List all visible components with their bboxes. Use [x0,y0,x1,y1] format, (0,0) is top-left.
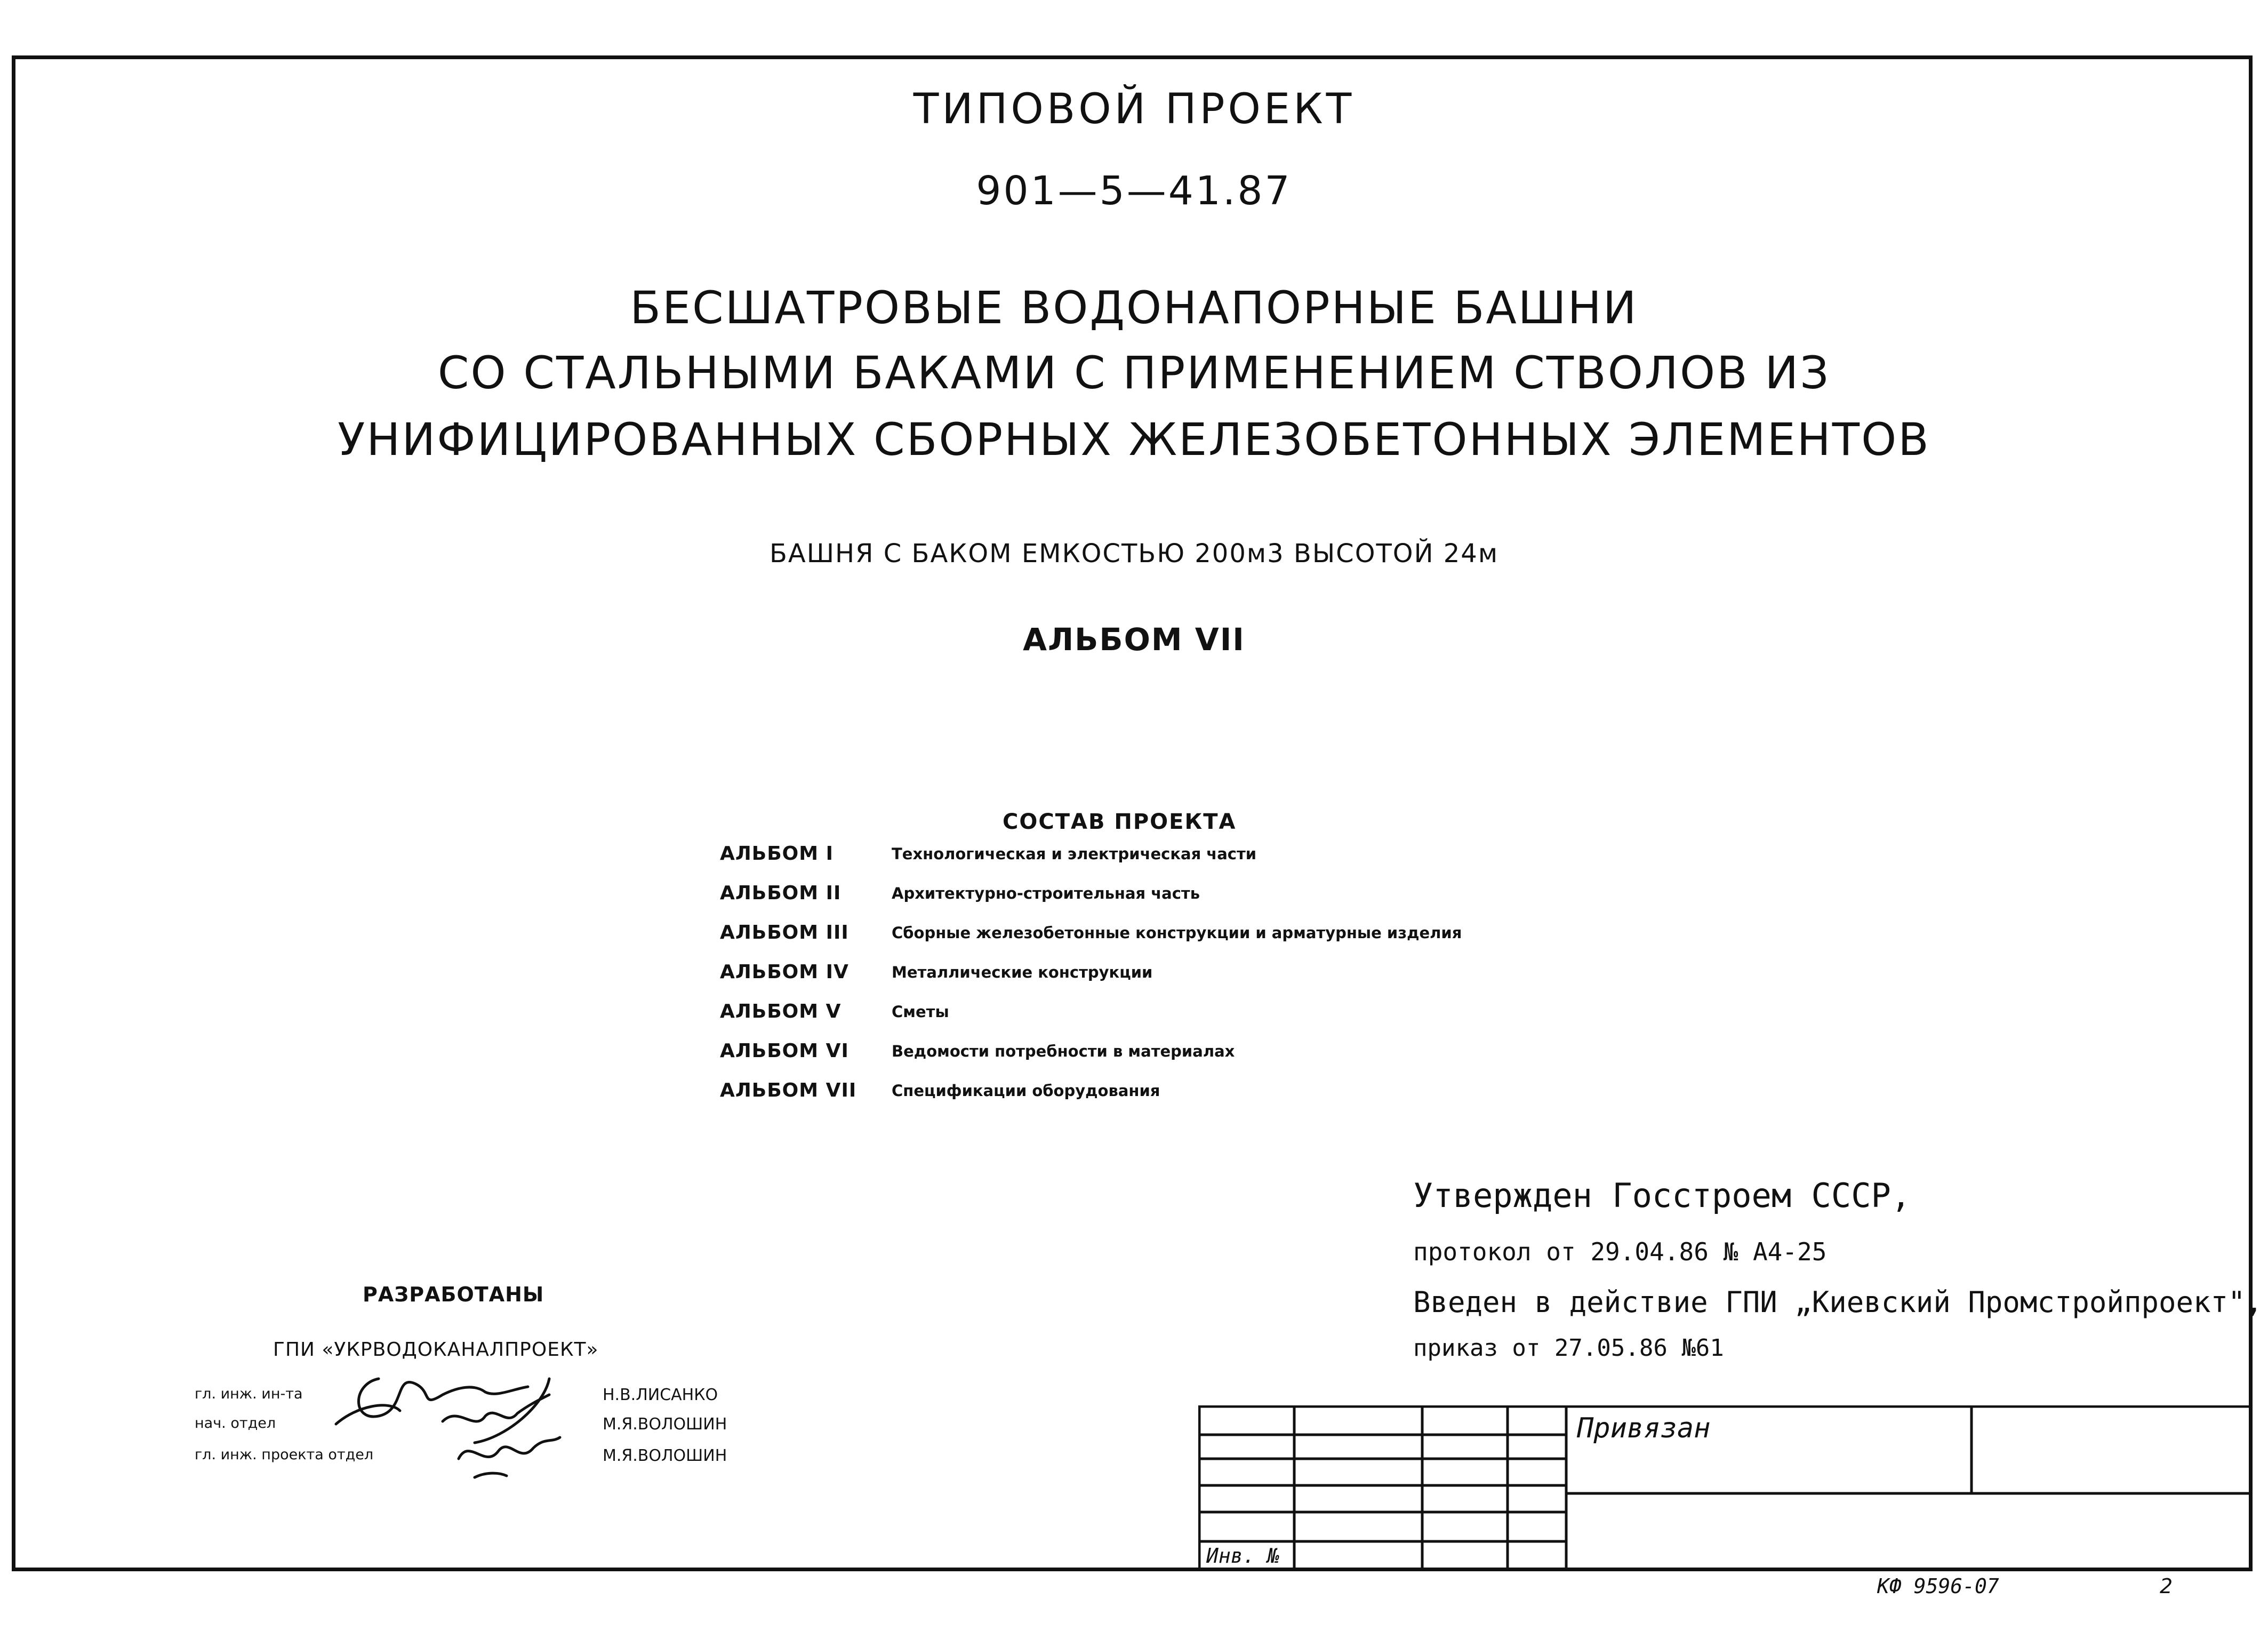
developers-heading: РАЗРАБОТАНЫ [363,1283,544,1306]
title-line-3: УНИФИЦИРОВАННЫХ СБОРНЫХ ЖЕЛЕЗОБЕТОННЫХ ЭЛЕМЕНТОВ [338,413,1930,466]
album-description: Технологическая и электрическая части [892,845,1257,863]
title-line-2: СО СТАЛЬНЫМИ БАКАМИ С ПРИМЕНЕНИЕМ СТВОЛОВ ИЗ [437,347,1831,399]
signer-role: гл. инж. проекта отдел [195,1446,374,1463]
title-line-1: БЕСШАТРОВЫЕ ВОДОНАПОРНЫЕ БАШНИ [630,282,1638,334]
album-description: Сборные железобетонные конструкции и арматурные изделия [892,924,1462,942]
signer-name: М.Я.ВОЛОШИН [603,1415,727,1434]
signature-stroke [359,1379,528,1417]
inventory-number-label: Инв. № [1206,1544,1280,1568]
album-description: Металлические конструкции [892,963,1153,981]
album-description: Ведомости потребности в материалах [892,1042,1235,1060]
album-label: АЛЬБОМ II [720,882,842,904]
album-label: АЛЬБОМ VII [720,1080,857,1101]
tower-subtitle: БАШНЯ С БАКОМ ЕМКОСТЬЮ 200м3 ВЫСОТОЙ 24м [769,539,1499,569]
project-number: 901—5—41.87 [976,168,1292,214]
signature-stroke [459,1437,560,1459]
approval-line-1: Утвержден Госстроем СССР, [1413,1176,1911,1215]
developer-organization: ГПИ «УКРВОДОКАНАЛПРОЕКТ» [273,1339,599,1361]
approval-line-3: Введен в действие ГПИ „Киевский Промстройпроект", [1413,1285,2263,1319]
signatures [315,1363,592,1485]
album-label: АЛЬБОМ V [720,1001,842,1022]
page-number: 2 [2160,1574,2173,1598]
title-block-stamp [1198,1405,2253,1571]
signer-role: нач. отдел [195,1415,276,1432]
signer-name: М.Я.ВОЛОШИН [603,1446,727,1465]
album-description: Спецификации оборудования [892,1082,1160,1100]
album-description: Сметы [892,1003,949,1021]
album-label: АЛЬБОМ VI [720,1040,849,1062]
stamp-border [1199,1406,2253,1571]
signer-name: Н.В.ЛИСАНКО [603,1386,718,1404]
approval-line-2: протокол от 29.04.86 № А4-25 [1413,1237,1827,1266]
album-description: Архитектурно-строительная часть [892,884,1200,902]
document-code: КФ 9596-07 [1877,1574,1999,1598]
album-title: АЛЬБОМ VII [1023,621,1245,658]
album-label: АЛЬБОМ I [720,843,834,865]
signature-stroke [475,1379,549,1443]
contents-heading: СОСТАВ ПРОЕКТА [1003,810,1237,834]
signature-stroke [475,1473,507,1477]
approval-line-4: приказ от 27.05.86 №61 [1413,1334,1724,1362]
project-series: ТИПОВОЙ ПРОЕКТ [913,85,1355,133]
bound-label: Привязан [1577,1412,1711,1444]
signer-role: гл. инж. ин-та [195,1386,303,1402]
album-label: АЛЬБОМ III [720,922,849,944]
album-label: АЛЬБОМ IV [720,961,849,983]
